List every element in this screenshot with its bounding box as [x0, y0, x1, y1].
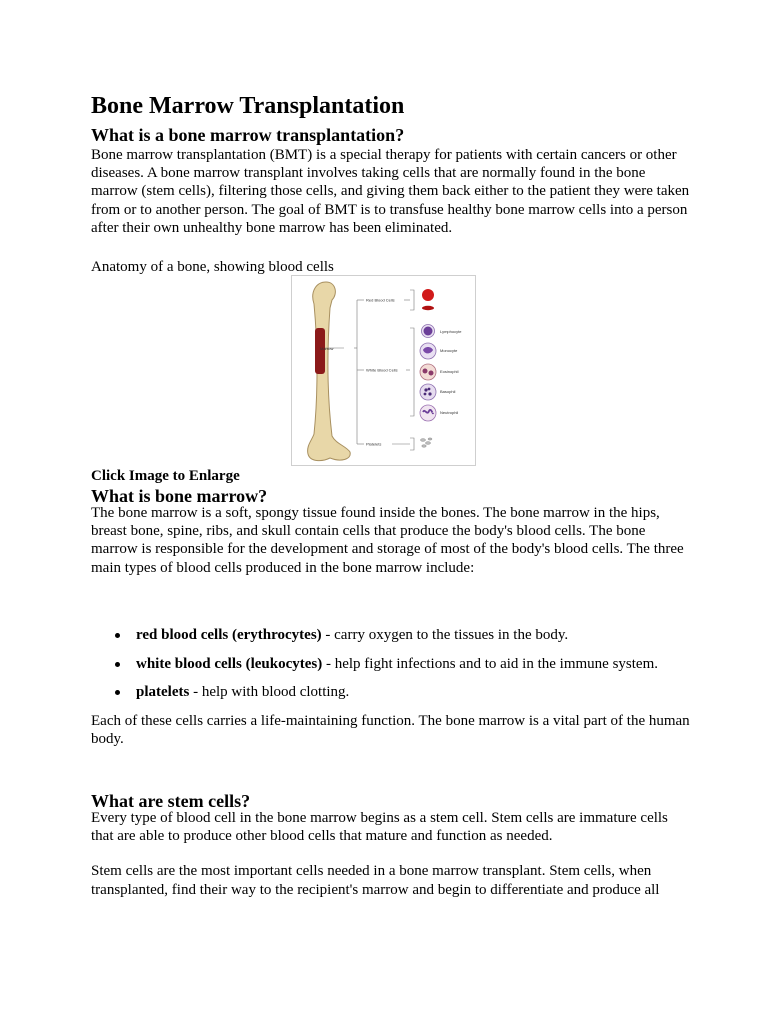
marrow-region — [315, 328, 325, 374]
label-white-blood-cells: White Blood Cells — [366, 367, 398, 373]
paragraph-bmt-intro: Bone marrow transplantation (BMT) is a special therapy for patients with certain cancers or other diseases. A bone marrow transplant involves taking cells that are normally found in the bone marrow (stem cells), filtering those cells, and giving them back either to the patient they were taken from or to another person. The goal of BMT is to transfuse healthy bone marrow cells into a person after their own unhealthy bone marrow has been eliminated. — [91, 147, 690, 236]
click-to-enlarge-label[interactable]: Click Image to Enlarge — [91, 468, 240, 484]
bullet-icon — [115, 662, 120, 667]
label-basophil: Basophil — [440, 389, 456, 394]
label-red-blood-cells: Red Blood Cells — [366, 297, 395, 303]
basophil-icon — [420, 384, 436, 400]
list-item-desc: - help fight infections and to aid in the immune system. — [322, 656, 659, 672]
white-blood-cells — [420, 325, 436, 422]
bullet-icon — [115, 690, 120, 695]
femur-bone — [308, 282, 351, 461]
eosinophil-icon — [420, 364, 436, 380]
paragraph-cell-function: Each of these cells carries a life-maintaining function. The bone marrow is a vital part of the human body. — [91, 713, 690, 748]
platelets-icon — [421, 438, 433, 447]
bone-diagram — [292, 276, 475, 465]
bone-anatomy-image[interactable] — [291, 275, 476, 466]
heading-what-is-bmt: What is a bone marrow transplantation? — [91, 125, 405, 145]
paragraph-stem-cells-2: Stem cells are the most important cells needed in a bone marrow transplant. Stem cells, when transplanted, find their way to the recipient's marrow and begin to differentiate and produce all — [91, 863, 660, 898]
label-platelets: Platelets — [366, 441, 382, 447]
label-eosinophil: Eosinophil — [440, 369, 459, 374]
paragraph-bone-marrow: The bone marrow is a soft, spongy tissue found inside the bones. The bone marrow in the hips, breast bone, spine, ribs, and skull contain cells that produce the body's blood cells. The bone marrow is responsible for the development and storage of most of the body's blood cells. The three main types of blood cells produced in the bone marrow include: — [91, 505, 684, 576]
paragraph-stem-cells-1: Every type of blood cell in the bone marrow begins as a stem cell. Stem cells are immature cells that are able to produce other blood cells that mature and function as needed. — [91, 810, 668, 845]
list-item-term: platelets — [136, 684, 190, 700]
list-item-desc: - carry oxygen to the tissues in the body. — [321, 627, 569, 643]
list-item-term: red blood cells (erythrocytes) — [136, 627, 322, 643]
blood-cell-list — [91, 620, 711, 701]
list-item-term: white blood cells (leukocytes) — [136, 656, 323, 672]
heading-what-is-bone-marrow: What is bone marrow? — [91, 486, 268, 506]
page-title: Bone Marrow Transplantation — [91, 93, 405, 119]
list-item-desc: - help with blood clotting. — [189, 684, 350, 700]
list-item — [91, 655, 711, 673]
label-lymphocyte: Lymphocyte — [440, 329, 462, 334]
heading-what-are-stem-cells: What are stem cells? — [91, 791, 251, 811]
bullet-icon — [115, 633, 120, 638]
label-marrow: Marrow — [320, 346, 334, 351]
red-blood-cell-icon — [422, 289, 434, 301]
figure-caption: Anatomy of a bone, showing blood cells — [91, 259, 334, 275]
list-item — [91, 683, 711, 701]
red-blood-cell-side-icon — [422, 306, 434, 310]
label-monocyte: Monocyte — [440, 348, 458, 353]
list-item — [91, 626, 711, 644]
label-neutrophil: Neutrophil — [440, 410, 459, 415]
